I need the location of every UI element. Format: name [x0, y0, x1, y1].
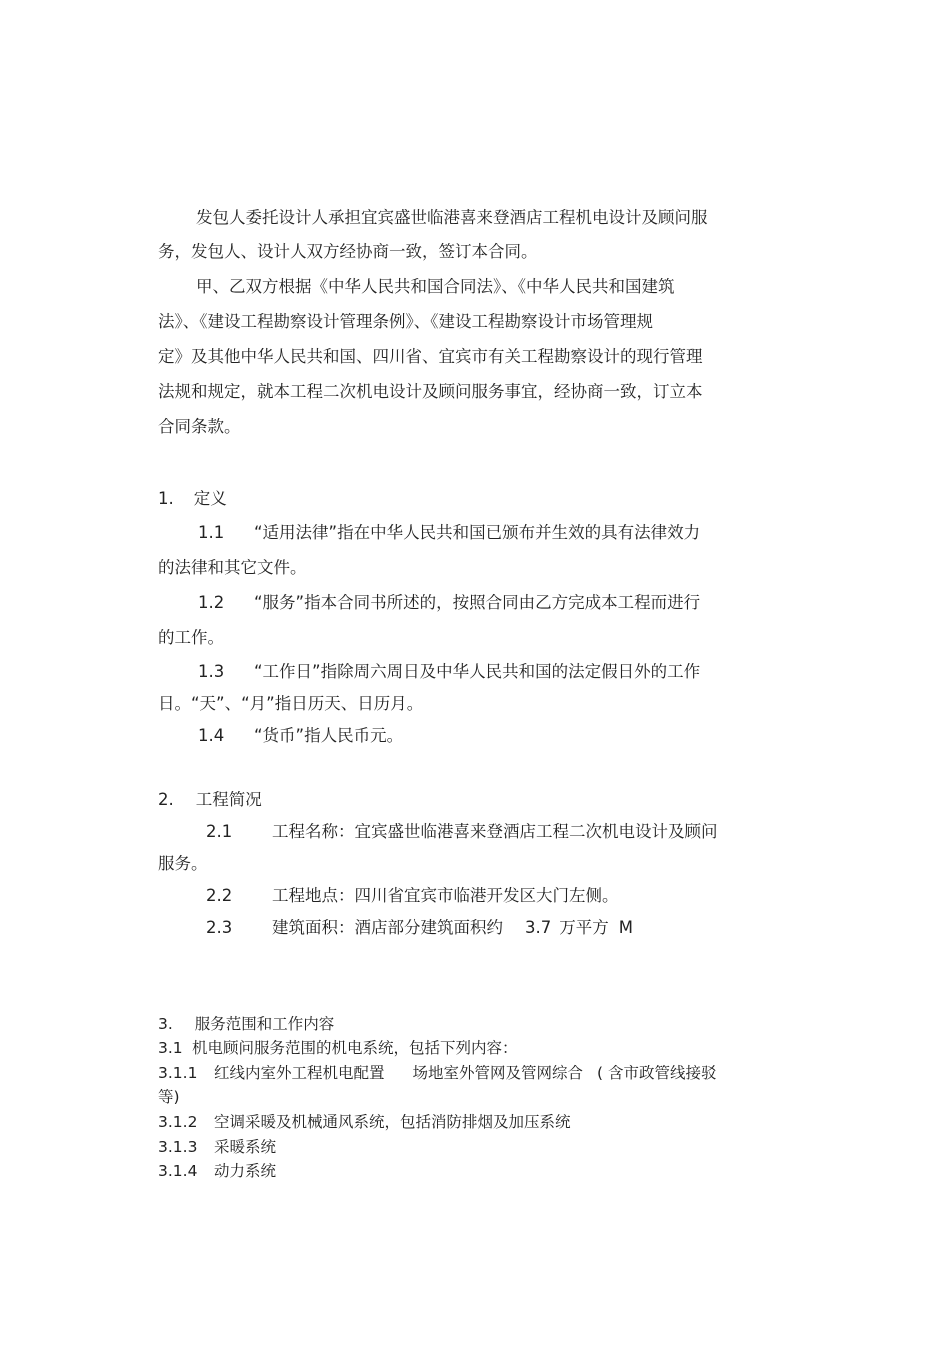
- sec3-item-3-1-3: [158, 1137, 276, 1157]
- sec3-title: 服务范围和工作内容: [194, 1015, 335, 1033]
- sec2-item1-number: 2.1: [206, 822, 233, 841]
- sec1-number: 1.: [158, 489, 174, 508]
- sec3-item-3-1-2-number: 3.1.2: [158, 1113, 198, 1131]
- sec2-item3-number: 2.3: [206, 918, 233, 937]
- intro-p2-line1: 甲、乙双方根据《中华人民共和国合同法》、《中华人民共和国建筑: [196, 277, 675, 296]
- sec3-item-3-1-4: [158, 1161, 276, 1181]
- intro-p1-line2: 务，发包人、设计人双方经协商一致，签订本合同。: [158, 242, 538, 261]
- sec3-item-3-1-1: [158, 1063, 717, 1083]
- sec1-item4-number: 1.4: [198, 726, 225, 745]
- intro-p2-line4: 法规和规定，就本工程二次机电设计及顾问服务事宜，经协商一致，订立本: [158, 382, 703, 401]
- sec3-item-3-1-2-text: 空调采暖及机械通风系统，包括消防排烟及加压系统: [214, 1113, 571, 1131]
- sec1-item1-line2: 的法律和其它文件。: [158, 558, 307, 577]
- sec3-item-3-1-1-text2: 场地室外管网及管网综合: [412, 1064, 584, 1082]
- intro-p1-line1: 发包人委托设计人承担宜宾盛世临港喜来登酒店工程机电设计及顾问服: [196, 208, 708, 227]
- sec2-heading: [158, 790, 262, 810]
- sec1-heading: [158, 489, 227, 509]
- sec1-item1: [198, 523, 700, 543]
- sec2-title: 工程简况: [195, 790, 262, 809]
- sec1-item2: [198, 593, 700, 613]
- sec3-subsection1-text: 机电顾问服务范围的机电系统，包括下列内容：: [192, 1039, 518, 1057]
- sec3-item-3-1-1-text: 红线内室外工程机电配置: [214, 1064, 385, 1082]
- sec2-item1-line2: 服务。: [158, 854, 208, 873]
- sec1-item2-line2: 的工作。: [158, 628, 224, 647]
- sec1-item4-text: “货币”指人民币元。: [254, 726, 404, 745]
- sec3-item-3-1-1-line2: 等): [158, 1088, 180, 1106]
- sec3-item-3-1-4-number: 3.1.4: [158, 1162, 198, 1180]
- sec1-item3-number: 1.3: [198, 662, 225, 681]
- sec3-subsection1-number: 3.1: [158, 1039, 183, 1057]
- sec2-item3-text: 建筑面积：酒店部分建筑面积约: [272, 918, 503, 937]
- sec3-item-3-1-1-text3: ( 含市政管线接驳: [597, 1064, 717, 1082]
- intro-p2-line3: 定》及其他中华人民共和国、四川省、宜宾市有关工程勘察设计的现行管理: [158, 347, 703, 366]
- sec2-item3-area-unit-m: M: [618, 918, 633, 937]
- sec2-item2-number: 2.2: [206, 886, 233, 905]
- sec2-item3-area-unit: 万平方: [559, 918, 609, 937]
- sec3-item-3-1-4-text: 动力系统: [214, 1162, 277, 1180]
- sec2-item3-area-value: 3.7: [525, 918, 552, 937]
- sec2-item2: [206, 886, 619, 906]
- sec1-item2-number: 1.2: [198, 593, 225, 612]
- intro-p2-line5: 合同条款。: [158, 417, 241, 436]
- sec2-item2-text: 工程地点：四川省宜宾市临港开发区大门左侧。: [272, 886, 619, 905]
- sec1-title: 定义: [193, 489, 227, 508]
- sec1-item3-text: “工作日”指除周六周日及中华人民共和国的法定假日外的工作: [254, 662, 701, 681]
- sec1-item1-text: “适用法律”指在中华人民共和国已颁布并生效的具有法律效力: [254, 523, 701, 542]
- sec1-item1-number: 1.1: [198, 523, 225, 542]
- intro-p2-line2: 法》、《建设工程勘察设计管理条例》、《建设工程勘察设计市场管理规: [158, 312, 653, 331]
- sec1-item3: [198, 662, 700, 682]
- sec1-item3-line2: 日。“天”、“月”指日历天、日历月。: [158, 694, 424, 713]
- sec1-item4: [198, 726, 403, 746]
- sec3-heading: [158, 1014, 334, 1034]
- sec2-number: 2.: [158, 790, 174, 809]
- sec3-item-3-1-1-number: 3.1.1: [158, 1064, 198, 1082]
- sec3-number: 3.: [158, 1015, 173, 1033]
- sec3-item-3-1-3-text: 采暖系统: [214, 1138, 277, 1156]
- sec3-item-3-1-2: [158, 1112, 571, 1132]
- sec3-item-3-1-3-number: 3.1.3: [158, 1138, 198, 1156]
- sec3-subsection1: [158, 1038, 518, 1058]
- sec2-item3: [206, 918, 633, 938]
- sec2-item1: [206, 822, 718, 842]
- sec2-item1-text: 工程名称：宜宾盛世临港喜来登酒店工程二次机电设计及顾问: [272, 822, 718, 841]
- sec1-item2-text: “服务”指本合同书所述的，按照合同由乙方完成本工程而进行: [254, 593, 701, 612]
